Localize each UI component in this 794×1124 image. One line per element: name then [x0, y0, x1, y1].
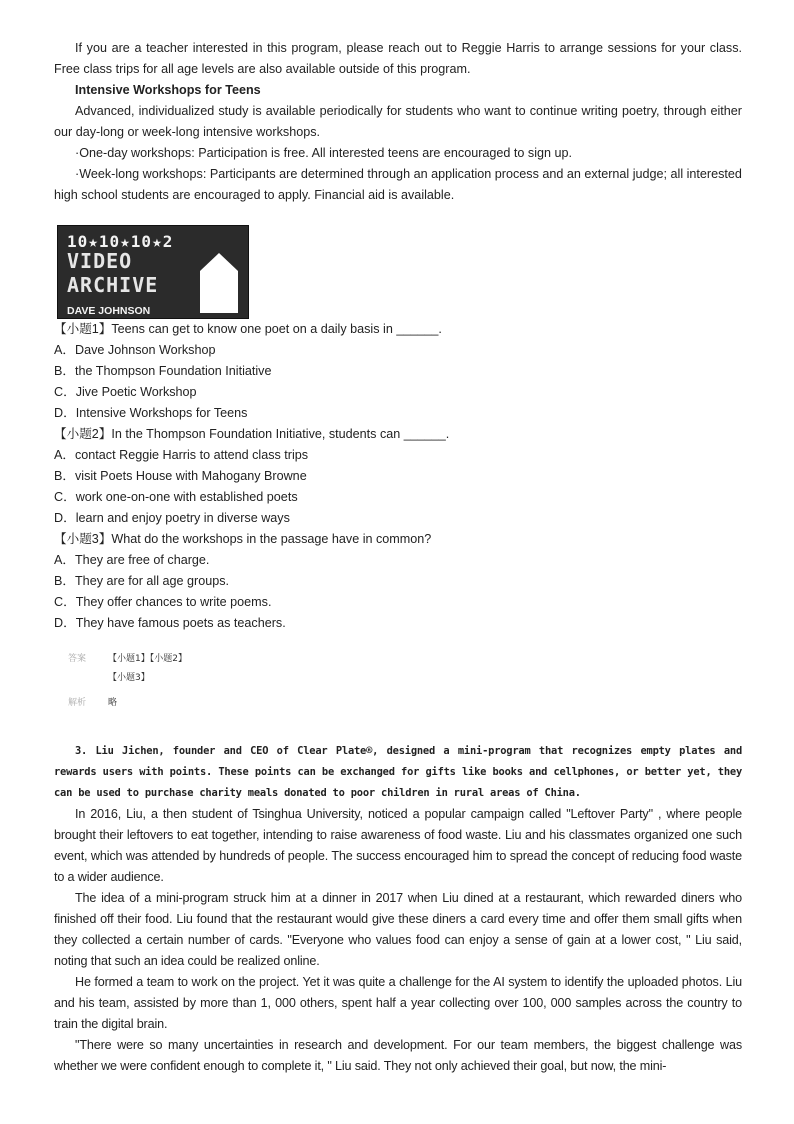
option-b: B．They are for all age groups.: [54, 574, 230, 588]
passage-3-paragraph-1: In 2016, Liu, a then student of Tsinghua University, noticed a popular campaign called "Leftover Party" , where people brought their leftovers to eat together, intending to raise awareness of food waste. Liu and his classmates organized one such event, which was attended by hundreds of people. The success encouraged him to spread the concept of reducing food waste to a wider audience.: [54, 807, 742, 884]
question-prompt: 【小题1】Teens can get to know one poet on a daily basis in ______.: [54, 322, 442, 336]
document-page: [54, 38, 742, 1077]
option-d: D．Intensive Workshops for Teens: [54, 406, 248, 420]
house-icon: [200, 253, 238, 313]
passage-3: [54, 741, 742, 1077]
question-1: [54, 319, 742, 424]
passage-3-paragraph-3: He formed a team to work on the project. Yet it was quite a challenge for the AI system to identify the uploaded photos. Liu and his team, assisted by more than 1, 000 others, spent half a year collecting over 100, 000 samples across the country to train the digital brain.: [54, 975, 742, 1031]
passage-3-intro: 3. Liu Jichen, founder and CEO of Clear Plate®, designed a mini-program that recognizes empty plates and rewards users with points. These points can be exchanged for gifts like books and cellphones, or better yet, they can be used to purchase charity meals donated to poor children in rural areas of China.: [54, 745, 742, 799]
analysis-label: 解析: [68, 698, 87, 708]
banner-video: VIDEO: [67, 249, 133, 273]
paragraph-teacher-info: If you are a teacher interested in this program, please reach out to Reggie Harris to arrange sessions for your class. Free class trips for all age levels are also available outside of this program.: [54, 41, 742, 76]
option-d: D．learn and enjoy poetry in diverse ways: [54, 511, 290, 525]
paragraph-intensive-workshops: Advanced, individualized study is available periodically for students who want to continue writing poetry, through either our day-long or week-long intensive workshops.: [54, 104, 742, 139]
answer-line-1: 【小题1】【小题2】: [108, 654, 187, 664]
question-prompt: 【小题2】In the Thompson Foundation Initiative, students can ______.: [54, 427, 450, 441]
section-heading: Intensive Workshops for Teens: [75, 83, 261, 97]
option-a: A．contact Reggie Harris to attend class trips: [54, 448, 309, 462]
option-d: D．They have famous poets as teachers.: [54, 616, 286, 630]
option-a: A．They are free of charge.: [54, 553, 210, 567]
banner-archive: ARCHIVE: [67, 273, 159, 297]
question-prompt: 【小题3】What do the workshops in the passage have in common?: [54, 532, 432, 546]
analysis-row: [68, 694, 742, 713]
option-b: B．visit Poets House with Mahogany Browne: [54, 469, 307, 483]
question-2: [54, 424, 742, 529]
analysis-value: 略: [108, 698, 118, 708]
question-3: [54, 529, 742, 634]
answer-line-2: 【小题3】: [108, 673, 150, 683]
option-c: C．They offer chances to write poems.: [54, 595, 272, 609]
answer-section: [68, 650, 742, 713]
video-archive-banner-image: [57, 225, 249, 319]
answer-label: 答案: [68, 654, 87, 664]
bullet-week-long: ·Week-long workshops: Participants are determined through an application process and an external judge; all interested high school students are encouraged to apply. Financial aid is available.: [54, 167, 742, 202]
banner-numbers: 10★10★10★2: [67, 232, 174, 251]
option-a: A．Dave Johnson Workshop: [54, 343, 216, 357]
passage-3-paragraph-2: The idea of a mini-program struck him at a dinner in 2017 when Liu dined at a restaurant, which rewarded diners who finished off their food. Liu found that the restaurant would give these diners a card every time and offer them small gifts when they collected a certain number of cards. "Everyone who values food can enjoy a sense of gain at a lower cost, " Liu said, noting that such an idea could be realized online.: [54, 891, 742, 968]
option-c: C．Jive Poetic Workshop: [54, 385, 197, 399]
passage-3-paragraph-4: "There were so many uncertainties in research and development. For our team members, the biggest challenge was whether we were confident enough to complete it, " Liu said. They not only achieved their goal, but now, the mini-: [54, 1038, 742, 1073]
option-c: C．work one-on-one with established poets: [54, 490, 298, 504]
banner-name: DAVE JOHNSON: [67, 305, 151, 317]
answer-row: [68, 650, 742, 688]
option-b: B．the Thompson Foundation Initiative: [54, 364, 272, 378]
bullet-one-day: ·One-day workshops: Participation is free. All interested teens are encouraged to sign up.: [75, 146, 573, 160]
